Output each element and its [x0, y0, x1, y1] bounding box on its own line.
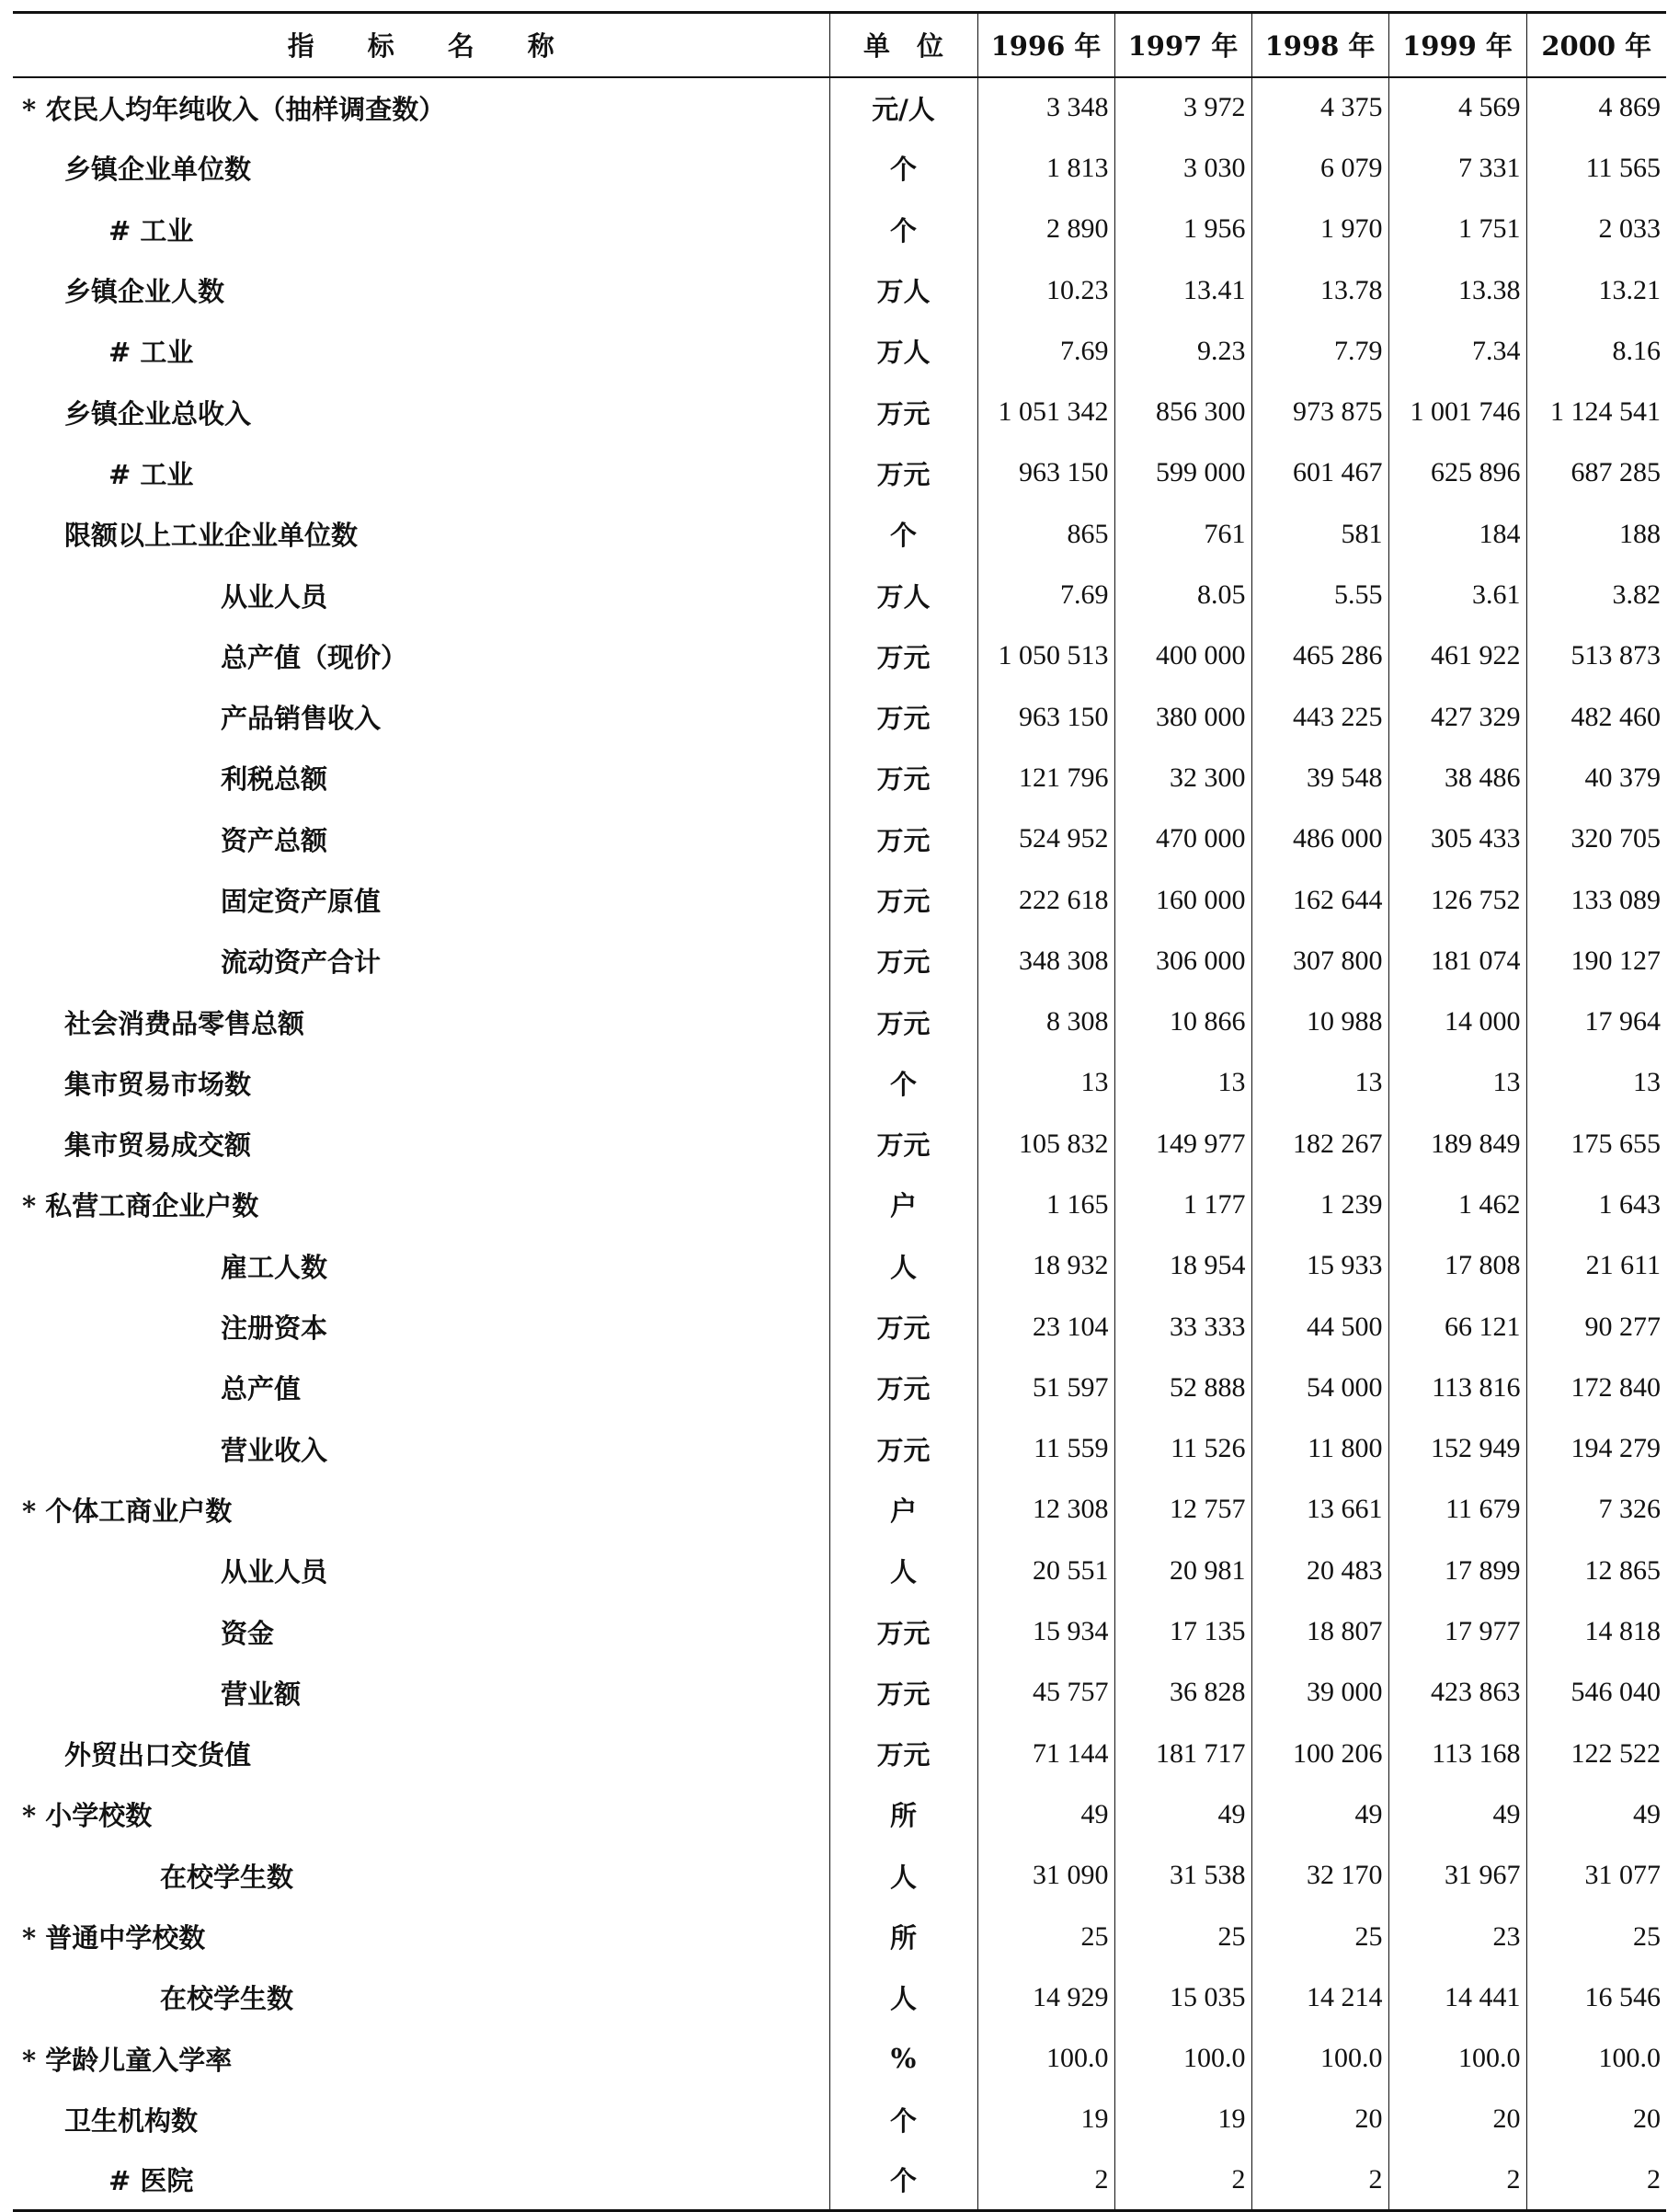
indicator-unit: 万人 — [829, 565, 977, 625]
value-cell: 45 757 — [977, 1662, 1114, 1723]
indicator-unit: 人 — [829, 1967, 977, 2028]
table-row — [13, 138, 1666, 199]
indicator-name: * 学龄儿童入学率 — [22, 2044, 233, 2076]
value-cell: 121 796 — [977, 748, 1114, 808]
table-row — [13, 808, 1666, 869]
indicator-unit: 万人 — [829, 321, 977, 382]
value-cell: 33 333 — [1114, 1296, 1251, 1357]
table-body — [13, 77, 1666, 2211]
value-cell: 11 679 — [1388, 1479, 1526, 1540]
value-cell: 1 177 — [1114, 1175, 1251, 1235]
value-cell: 38 486 — [1388, 748, 1526, 808]
value-cell: 7.79 — [1251, 321, 1388, 382]
indicator-name: 利税总额 — [221, 763, 328, 796]
indicator-unit: 所 — [829, 1906, 977, 1966]
value-cell: 23 104 — [977, 1296, 1114, 1357]
value-cell: 25 — [977, 1906, 1114, 1966]
value-cell: 3 030 — [1114, 138, 1251, 199]
value-cell: 13 661 — [1251, 1479, 1388, 1540]
indicator-name: # 工业 — [109, 458, 194, 490]
table-row — [13, 1479, 1666, 1540]
value-cell: 49 — [1114, 1784, 1251, 1845]
year-header-1999: 1999 年 — [1388, 13, 1526, 77]
value-cell: 133 089 — [1526, 869, 1666, 930]
table-row — [13, 77, 1666, 138]
value-cell: 25 — [1114, 1906, 1251, 1966]
value-cell: 90 277 — [1526, 1296, 1666, 1357]
indicator-unit: 万元 — [829, 382, 977, 442]
table-row — [13, 1724, 1666, 1784]
value-cell: 100.0 — [1114, 2028, 1251, 2089]
year-header-1998: 1998 年 — [1251, 13, 1388, 77]
value-cell: 482 460 — [1526, 686, 1666, 747]
value-cell: 20 — [1388, 2089, 1526, 2149]
indicator-name: 从业人员 — [221, 1556, 328, 1588]
value-cell: 49 — [1526, 1784, 1666, 1845]
value-cell: 687 285 — [1526, 442, 1666, 503]
indicator-name: 营业收入 — [221, 1434, 328, 1466]
table-row — [13, 1358, 1666, 1418]
indicator-name: 集市贸易市场数 — [64, 1068, 252, 1100]
value-cell: 307 800 — [1251, 931, 1388, 991]
value-cell: 181 074 — [1388, 931, 1526, 991]
table-row — [13, 931, 1666, 991]
value-cell: 14 000 — [1388, 991, 1526, 1052]
value-cell: 18 807 — [1251, 1601, 1388, 1662]
indicator-name: 流动资产合计 — [221, 946, 382, 979]
value-cell: 20 981 — [1114, 1541, 1251, 1601]
indicator-name: * 个体工商业户数 — [22, 1495, 233, 1527]
indicator-unit: 个 — [829, 504, 977, 565]
value-cell: 149 977 — [1114, 1114, 1251, 1175]
table-row — [13, 442, 1666, 503]
indicator-name: # 工业 — [109, 214, 194, 246]
value-cell: 12 308 — [977, 1479, 1114, 1540]
value-cell: 856 300 — [1114, 382, 1251, 442]
indicator-name: 乡镇企业单位数 — [64, 154, 252, 186]
table-row — [13, 869, 1666, 930]
value-cell: 306 000 — [1114, 931, 1251, 991]
value-cell: 51 597 — [977, 1358, 1114, 1418]
value-cell: 18 954 — [1114, 1235, 1251, 1296]
table-row — [13, 1418, 1666, 1479]
value-cell: 2 — [1388, 2150, 1526, 2211]
value-cell: 8.05 — [1114, 565, 1251, 625]
value-cell: 100.0 — [1251, 2028, 1388, 2089]
indicator-name: 雇工人数 — [221, 1251, 328, 1283]
value-cell: 963 150 — [977, 442, 1114, 503]
value-cell: 13.78 — [1251, 259, 1388, 320]
indicator-name: # 医院 — [13, 2150, 829, 2211]
value-cell: 160 000 — [1114, 869, 1251, 930]
value-cell: 162 644 — [1251, 869, 1388, 930]
table-header-row — [13, 13, 1666, 77]
indicator-unit: 个 — [829, 199, 977, 259]
indicator-unit: 万元 — [829, 931, 977, 991]
value-cell: 15 933 — [1251, 1235, 1388, 1296]
value-cell: 973 875 — [1251, 382, 1388, 442]
indicator-unit: 万元 — [829, 1418, 977, 1479]
value-cell: 190 127 — [1526, 931, 1666, 991]
value-cell: 1 751 — [1388, 199, 1526, 259]
value-cell: 761 — [1114, 504, 1251, 565]
value-cell: 17 964 — [1526, 991, 1666, 1052]
value-cell: 184 — [1388, 504, 1526, 565]
table-row — [13, 2150, 1666, 2211]
value-cell: 20 551 — [977, 1541, 1114, 1601]
indicator-unit: 户 — [829, 1479, 977, 1540]
value-cell: 3 972 — [1114, 77, 1251, 138]
value-cell: 7.34 — [1388, 321, 1526, 382]
value-cell: 20 — [1526, 2089, 1666, 2149]
value-cell: 181 717 — [1114, 1724, 1251, 1784]
value-cell: 10.23 — [977, 259, 1114, 320]
value-cell: 1 970 — [1251, 199, 1388, 259]
value-cell: 188 — [1526, 504, 1666, 565]
table-row — [13, 991, 1666, 1052]
table-row — [13, 1114, 1666, 1175]
value-cell: 122 522 — [1526, 1724, 1666, 1784]
table-row — [13, 1052, 1666, 1113]
indicator-name: 在校学生数 — [160, 1861, 294, 1893]
value-cell: 16 546 — [1526, 1967, 1666, 2028]
value-cell: 1 050 513 — [977, 625, 1114, 686]
value-cell: 305 433 — [1388, 808, 1526, 869]
value-cell: 1 239 — [1251, 1175, 1388, 1235]
table-row — [13, 1784, 1666, 1845]
table-row — [13, 1235, 1666, 1296]
value-cell: 400 000 — [1114, 625, 1251, 686]
indicator-unit: 万元 — [829, 1358, 977, 1418]
indicator-unit: % — [829, 2028, 977, 2089]
value-cell: 8 308 — [977, 991, 1114, 1052]
value-cell: 100.0 — [1388, 2028, 1526, 2089]
value-cell: 100.0 — [977, 2028, 1114, 2089]
value-cell: 443 225 — [1251, 686, 1388, 747]
value-cell: 18 932 — [977, 1235, 1114, 1296]
value-cell: 461 922 — [1388, 625, 1526, 686]
value-cell: 7 331 — [1388, 138, 1526, 199]
value-cell: 380 000 — [1114, 686, 1251, 747]
value-cell: 17 977 — [1388, 1601, 1526, 1662]
indicator-unit: 万元 — [829, 1601, 977, 1662]
indicator-name: 资产总额 — [221, 824, 328, 856]
value-cell: 2 — [1114, 2150, 1251, 2211]
value-cell: 1 165 — [977, 1175, 1114, 1235]
value-cell: 152 949 — [1388, 1418, 1526, 1479]
value-cell: 19 — [1114, 2089, 1251, 2149]
value-cell: 524 952 — [977, 808, 1114, 869]
table-row — [13, 686, 1666, 747]
unit-header: 单 位 — [829, 13, 977, 77]
value-cell: 194 279 — [1526, 1418, 1666, 1479]
indicator-name: * 小学校数 — [22, 1800, 153, 1832]
value-cell: 172 840 — [1526, 1358, 1666, 1418]
indicator-unit: 万元 — [829, 808, 977, 869]
indicator-name: 限额以上工业企业单位数 — [64, 520, 359, 552]
indicator-name: 外贸出口交货值 — [64, 1739, 252, 1771]
value-cell: 4 569 — [1388, 77, 1526, 138]
value-cell: 105 832 — [977, 1114, 1114, 1175]
value-cell: 49 — [977, 1784, 1114, 1845]
value-cell: 3 348 — [977, 77, 1114, 138]
value-cell: 31 538 — [1114, 1845, 1251, 1906]
value-cell: 7 326 — [1526, 1479, 1666, 1540]
value-cell: 25 — [1526, 1906, 1666, 1966]
table-row — [13, 565, 1666, 625]
indicator-name: 营业额 — [221, 1678, 302, 1710]
value-cell: 13.38 — [1388, 259, 1526, 320]
value-cell: 20 483 — [1251, 1541, 1388, 1601]
value-cell: 175 655 — [1526, 1114, 1666, 1175]
indicator-name: 乡镇企业人数 — [64, 276, 225, 308]
table-row — [13, 321, 1666, 382]
value-cell: 40 379 — [1526, 748, 1666, 808]
indicator-name: 集市贸易成交额 — [64, 1129, 252, 1162]
value-cell: 11 800 — [1251, 1418, 1388, 1479]
indicator-unit: 人 — [829, 1235, 977, 1296]
indicator-name: 从业人员 — [221, 580, 328, 613]
value-cell: 17 135 — [1114, 1601, 1251, 1662]
value-cell: 14 214 — [1251, 1967, 1388, 2028]
value-cell: 13 — [1251, 1052, 1388, 1113]
value-cell: 10 988 — [1251, 991, 1388, 1052]
indicator-name-header: 指 标 名 称 — [13, 13, 829, 77]
value-cell: 113 168 — [1388, 1724, 1526, 1784]
value-cell: 71 144 — [977, 1724, 1114, 1784]
value-cell: 1 643 — [1526, 1175, 1666, 1235]
table-row — [13, 1906, 1666, 1966]
table-row — [13, 1175, 1666, 1235]
indicator-name: * 普通中学校数 — [22, 1922, 206, 1954]
indicator-name: 注册资本 — [221, 1312, 328, 1345]
value-cell: 9.23 — [1114, 321, 1251, 382]
indicator-unit: 个 — [829, 2150, 977, 2211]
value-cell: 465 286 — [1251, 625, 1388, 686]
value-cell: 13 — [1388, 1052, 1526, 1113]
indicator-name: * 农民人均年纯收入（抽样调查数） — [22, 93, 446, 125]
indicator-name: 卫生机构数 — [64, 2104, 199, 2137]
indicator-unit: 万元 — [829, 748, 977, 808]
value-cell: 599 000 — [1114, 442, 1251, 503]
value-cell: 14 818 — [1526, 1601, 1666, 1662]
value-cell: 17 808 — [1388, 1235, 1526, 1296]
value-cell: 54 000 — [1251, 1358, 1388, 1418]
indicator-name: 乡镇企业总收入 — [64, 397, 252, 430]
value-cell: 39 000 — [1251, 1662, 1388, 1723]
year-header-2000: 2000 年 — [1526, 13, 1666, 77]
value-cell: 423 863 — [1388, 1662, 1526, 1723]
value-cell: 17 899 — [1388, 1541, 1526, 1601]
value-cell: 189 849 — [1388, 1114, 1526, 1175]
indicator-unit: 万人 — [829, 259, 977, 320]
indicator-unit: 个 — [829, 1052, 977, 1113]
indicator-unit: 万元 — [829, 442, 977, 503]
value-cell: 4 869 — [1526, 77, 1666, 138]
table-row — [13, 504, 1666, 565]
value-cell: 15 934 — [977, 1601, 1114, 1662]
year-header-1997: 1997 年 — [1114, 13, 1251, 77]
value-cell: 2 — [1526, 2150, 1666, 2211]
value-cell: 2 — [1251, 2150, 1388, 2211]
indicator-unit: 户 — [829, 1175, 977, 1235]
value-cell: 3.61 — [1388, 565, 1526, 625]
indicator-unit: 万元 — [829, 686, 977, 747]
value-cell: 427 329 — [1388, 686, 1526, 747]
indicator-name: 社会消费品零售总额 — [64, 1007, 305, 1039]
indicator-unit: 万元 — [829, 1114, 977, 1175]
value-cell: 20 — [1251, 2089, 1388, 2149]
value-cell: 2 — [977, 2150, 1114, 2211]
value-cell: 49 — [1251, 1784, 1388, 1845]
value-cell: 31 967 — [1388, 1845, 1526, 1906]
value-cell: 1 462 — [1388, 1175, 1526, 1235]
value-cell: 66 121 — [1388, 1296, 1526, 1357]
value-cell: 4 375 — [1251, 77, 1388, 138]
indicator-name: 总产值（现价） — [221, 641, 408, 673]
value-cell: 21 611 — [1526, 1235, 1666, 1296]
indicator-unit: 人 — [829, 1845, 977, 1906]
value-cell: 44 500 — [1251, 1296, 1388, 1357]
value-cell: 25 — [1251, 1906, 1388, 1966]
value-cell: 100 206 — [1251, 1724, 1388, 1784]
value-cell: 11 526 — [1114, 1418, 1251, 1479]
value-cell: 963 150 — [977, 686, 1114, 747]
indicator-unit: 所 — [829, 1784, 977, 1845]
value-cell: 100.0 — [1526, 2028, 1666, 2089]
value-cell: 1 124 541 — [1526, 382, 1666, 442]
table-row — [13, 1541, 1666, 1601]
value-cell: 31 090 — [977, 1845, 1114, 1906]
value-cell: 19 — [977, 2089, 1114, 2149]
value-cell: 11 559 — [977, 1418, 1114, 1479]
indicator-unit: 人 — [829, 1541, 977, 1601]
table-row — [13, 1662, 1666, 1723]
table-row — [13, 259, 1666, 320]
table-row — [13, 2028, 1666, 2089]
value-cell: 14 441 — [1388, 1967, 1526, 2028]
indicator-name: # 工业 — [109, 337, 194, 369]
value-cell: 1 001 746 — [1388, 382, 1526, 442]
indicator-unit: 万元 — [829, 869, 977, 930]
indicator-name: * 私营工商企业户数 — [22, 1190, 259, 1222]
value-cell: 7.69 — [977, 565, 1114, 625]
value-cell: 126 752 — [1388, 869, 1526, 930]
value-cell: 15 035 — [1114, 1967, 1251, 2028]
value-cell: 6 079 — [1251, 138, 1388, 199]
table-row — [13, 748, 1666, 808]
value-cell: 13.21 — [1526, 259, 1666, 320]
value-cell: 32 300 — [1114, 748, 1251, 808]
value-cell: 546 040 — [1526, 1662, 1666, 1723]
indicator-unit: 元/人 — [829, 77, 977, 138]
indicator-unit: 个 — [829, 2089, 977, 2149]
value-cell: 52 888 — [1114, 1358, 1251, 1418]
indicator-name: 资金 — [221, 1617, 275, 1649]
indicator-unit: 万元 — [829, 1724, 977, 1784]
value-cell: 486 000 — [1251, 808, 1388, 869]
table-row — [13, 1601, 1666, 1662]
value-cell: 14 929 — [977, 1967, 1114, 2028]
value-cell: 2 033 — [1526, 199, 1666, 259]
table-row — [13, 625, 1666, 686]
table-row — [13, 1845, 1666, 1906]
value-cell: 49 — [1388, 1784, 1526, 1845]
table-row — [13, 1967, 1666, 2028]
indicator-name: 固定资产原值 — [221, 886, 382, 917]
value-cell: 182 267 — [1251, 1114, 1388, 1175]
value-cell: 13 — [977, 1052, 1114, 1113]
value-cell: 1 813 — [977, 138, 1114, 199]
value-cell: 348 308 — [977, 931, 1114, 991]
value-cell: 12 865 — [1526, 1541, 1666, 1601]
value-cell: 13 — [1526, 1052, 1666, 1113]
indicator-unit: 万元 — [829, 625, 977, 686]
value-cell: 470 000 — [1114, 808, 1251, 869]
value-cell: 39 548 — [1251, 748, 1388, 808]
value-cell: 7.69 — [977, 321, 1114, 382]
indicator-unit: 个 — [829, 138, 977, 199]
value-cell: 13 — [1114, 1052, 1251, 1113]
value-cell: 11 565 — [1526, 138, 1666, 199]
table-row — [13, 199, 1666, 259]
value-cell: 2 890 — [977, 199, 1114, 259]
value-cell: 865 — [977, 504, 1114, 565]
value-cell: 10 866 — [1114, 991, 1251, 1052]
value-cell: 513 873 — [1526, 625, 1666, 686]
indicator-name: 在校学生数 — [160, 1983, 294, 2015]
table-row — [13, 1296, 1666, 1357]
value-cell: 23 — [1388, 1906, 1526, 1966]
indicator-unit: 万元 — [829, 1296, 977, 1357]
value-cell: 625 896 — [1388, 442, 1526, 503]
year-header-1996: 1996 年 — [977, 13, 1114, 77]
indicator-unit: 万元 — [829, 1662, 977, 1723]
value-cell: 8.16 — [1526, 321, 1666, 382]
value-cell: 320 705 — [1526, 808, 1666, 869]
value-cell: 601 467 — [1251, 442, 1388, 503]
value-cell: 5.55 — [1251, 565, 1388, 625]
value-cell: 1 956 — [1114, 199, 1251, 259]
indicator-name: 产品销售收入 — [221, 703, 382, 735]
table-row — [13, 382, 1666, 442]
value-cell: 36 828 — [1114, 1662, 1251, 1723]
value-cell: 13.41 — [1114, 259, 1251, 320]
value-cell: 3.82 — [1526, 565, 1666, 625]
value-cell: 32 170 — [1251, 1845, 1388, 1906]
indicator-unit: 万元 — [829, 991, 977, 1052]
indicator-name: 总产值 — [221, 1373, 302, 1405]
statistics-table — [13, 11, 1666, 2212]
value-cell: 12 757 — [1114, 1479, 1251, 1540]
value-cell: 1 051 342 — [977, 382, 1114, 442]
table-row — [13, 2089, 1666, 2149]
value-cell: 222 618 — [977, 869, 1114, 930]
value-cell: 31 077 — [1526, 1845, 1666, 1906]
value-cell: 113 816 — [1388, 1358, 1526, 1418]
value-cell: 581 — [1251, 504, 1388, 565]
